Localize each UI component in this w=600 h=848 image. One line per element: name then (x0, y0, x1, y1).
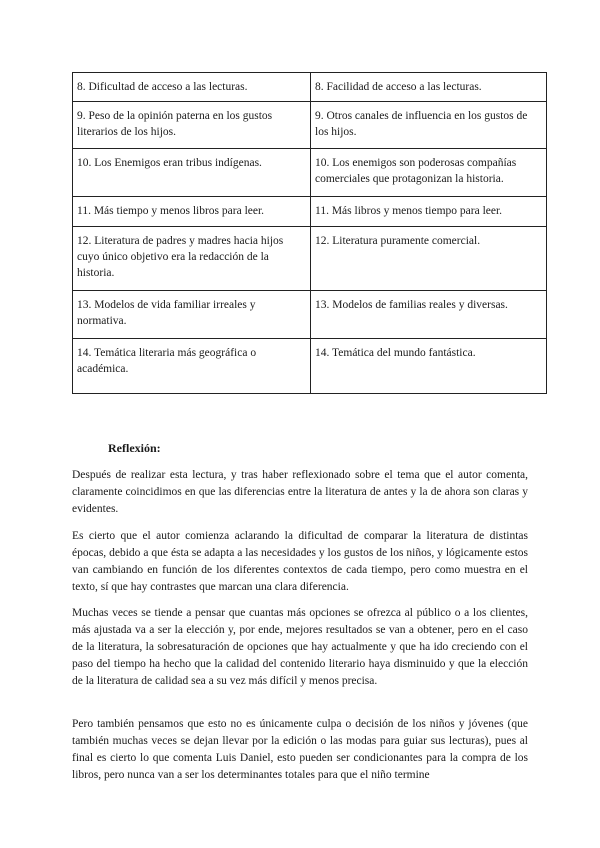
table-row (73, 149, 547, 197)
table-cell-now: 12. Literatura puramente comercial. (311, 227, 547, 291)
comparison-table (72, 72, 547, 394)
reflection-paragraph: Después de realizar esta lectura, y tras haber reflexionado sobre el tema que el autor comenta, claramente coincidimos en que las diferencias entre la literatura de antes y la de ahora son claras y evidentes. (72, 469, 528, 515)
table-cell-now: 13. Modelos de familias reales y diversas. (311, 291, 547, 339)
table-cell-then: 14. Temática literaria más geográfica o académica. (73, 339, 311, 394)
table-row (73, 197, 547, 227)
table-cell-now: 9. Otros canales de influencia en los gustos de los hijos. (311, 102, 547, 149)
table-cell-then: 8. Dificultad de acceso a las lecturas. (73, 73, 311, 102)
table-cell-then: 13. Modelos de vida familiar irreales y normativa. (73, 291, 311, 339)
reflection-paragraph: Es cierto que el autor comienza aclarando la dificultad de comparar la literatura de distintas épocas, debido a que ésta se adapta a las necesidades y los gustos de los niños, y lógicamente estos van cambiando en función de los diferentes contextos de cada tiempo, pero como muestra en el texto, sí que hay contrastes que marcan una clara diferencia. (72, 530, 528, 593)
table-cell-now: 8. Facilidad de acceso a las lecturas. (311, 73, 547, 102)
table-cell-now: 11. Más libros y menos tiempo para leer. (311, 197, 547, 227)
table-cell-then: 11. Más tiempo y menos libros para leer. (73, 197, 311, 227)
table-cell-now: 14. Temática del mundo fantástica. (311, 339, 547, 394)
table-cell-now: 10. Los enemigos son poderosas compañías comerciales que protagonizan la historia. (311, 149, 547, 197)
table-row (73, 227, 547, 291)
reflection-heading: Reflexión: (108, 441, 161, 455)
table-cell-then: 12. Literatura de padres y madres hacia hijos cuyo único objetivo era la redacción de la historia. (73, 227, 311, 291)
table-row (73, 73, 547, 102)
reflection-paragraph: Pero también pensamos que esto no es únicamente culpa o decisión de los niños y jóvenes (que también muchas veces se dejan llevar por la edición o las modas para guiar sus lecturas), pues al final es cierto lo que comenta Luis Daniel, esto pueden ser condicionantes para la compra de los libros, pero nunca van a ser los determinantes totales para que el niño termine (72, 718, 528, 781)
table-cell-then: 10. Los Enemigos eran tribus indígenas. (73, 149, 311, 197)
reflection-paragraph: Muchas veces se tiende a pensar que cuantas más opciones se ofrezca al público o a los clientes, más ajustada va a ser la elección y, por ende, mejores resultados se van a obtener, pero en el caso de la literatura, la sobresaturación de opciones que hay actualmente y que ha ido creciendo con el paso del tiempo ha hecho que la calidad del contenido literario haya disminuido y que la elección de la literatura de calidad sea a su vez más difícil y menos precisa. (72, 607, 528, 687)
table-row (73, 339, 547, 394)
table-row (73, 291, 547, 339)
table-row (73, 102, 547, 149)
table-cell-then: 9. Peso de la opinión paterna en los gustos literarios de los hijos. (73, 102, 311, 149)
